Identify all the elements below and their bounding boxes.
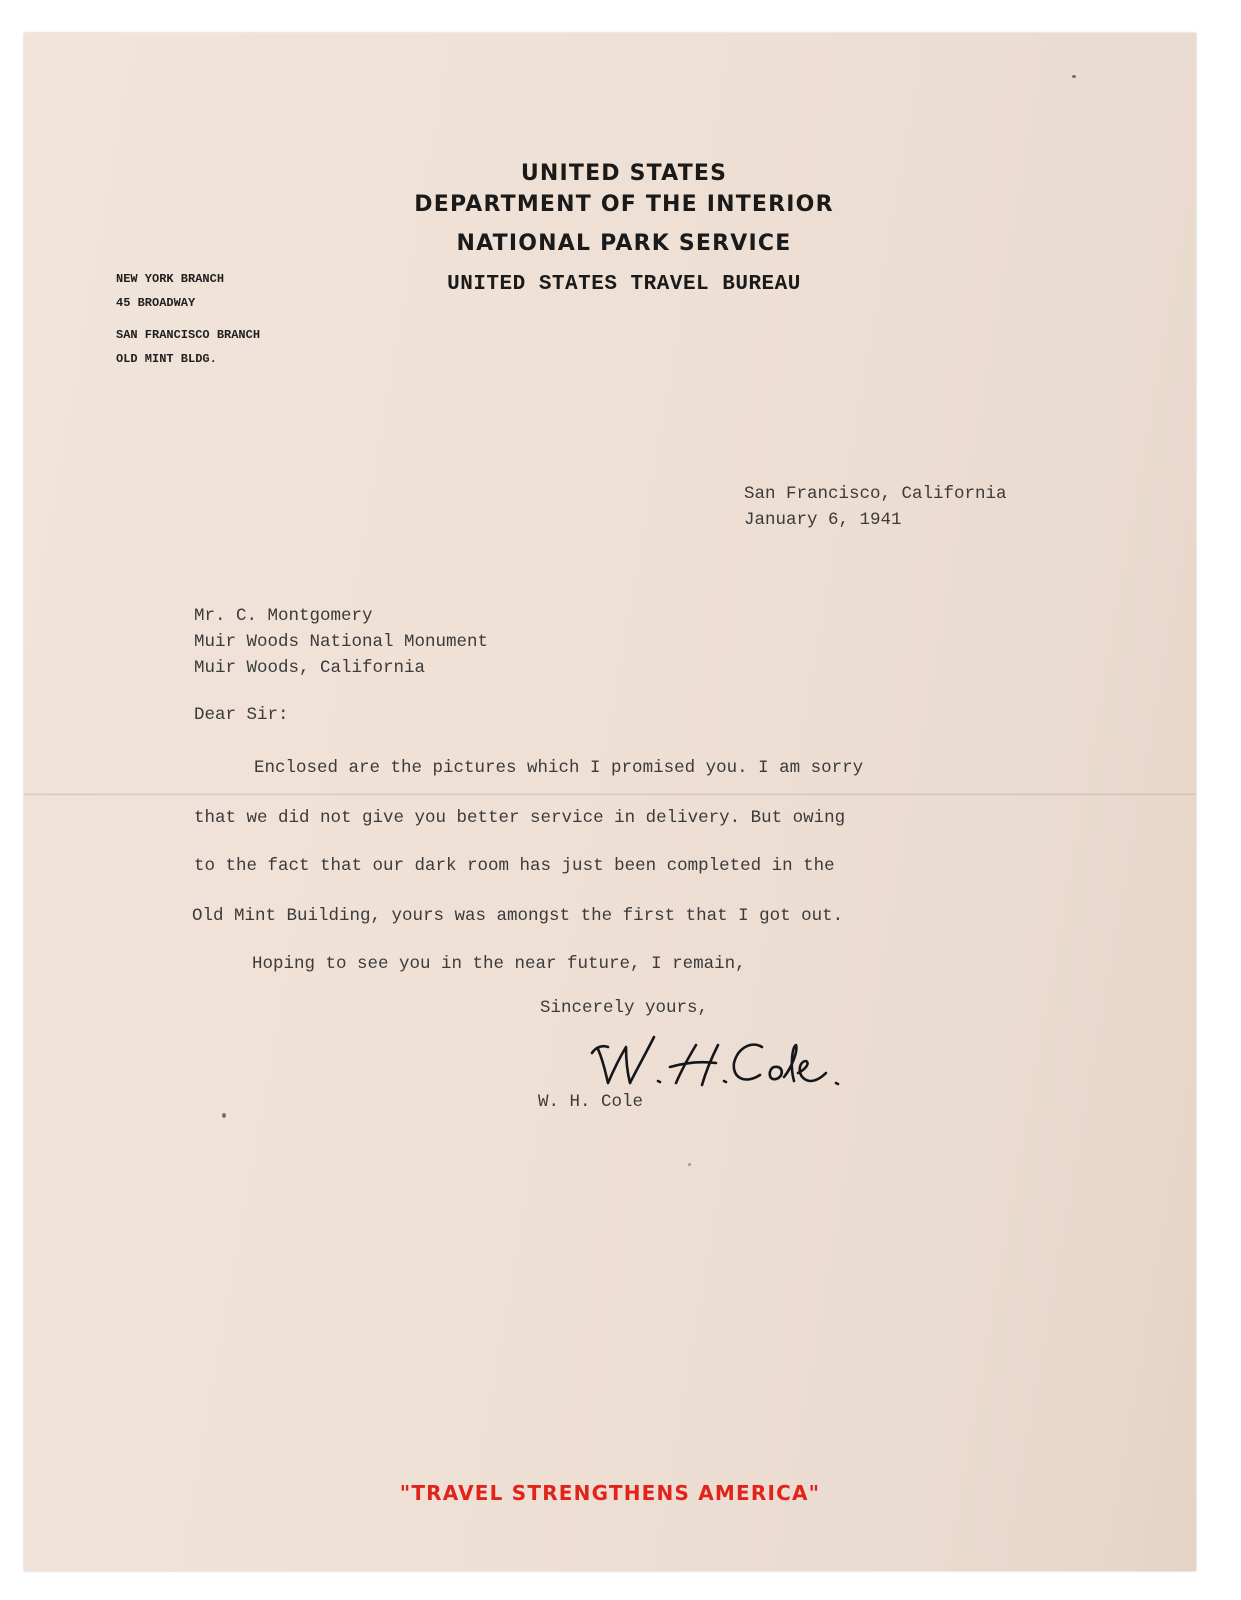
slogan: "TRAVEL STRENGTHENS AMERICA" (399, 1481, 821, 1505)
branch-sf-address: OLD MINT BLDG. (116, 352, 217, 366)
letterhead-line-3: NATIONAL PARK SERVICE (456, 231, 792, 256)
paper-speck (1072, 75, 1076, 78)
recipient-name: Mr. C. Montgomery (194, 606, 373, 626)
handwritten-signature (584, 1023, 854, 1093)
branch-ny-name: NEW YORK BRANCH (116, 272, 225, 286)
typed-signer-name: W. H. Cole (538, 1092, 644, 1112)
letterhead-bureau: UNITED STATES TRAVEL BUREAU (447, 273, 801, 296)
recipient-location: Muir Woods, California (194, 658, 426, 678)
body-line: that we did not give you better service in delivery. But owing (194, 808, 846, 828)
letter-sheet (24, 33, 1196, 1571)
recipient-address (194, 603, 488, 681)
branch-ny-address: 45 BROADWAY (116, 296, 196, 310)
body-line: Hoping to see you in the near future, I remain, (252, 954, 746, 974)
paper-fold (24, 793, 1196, 796)
letter-place: San Francisco, California (744, 484, 1007, 504)
letterhead (394, 158, 854, 296)
letter-date: January 6, 1941 (744, 510, 902, 530)
body-line: Old Mint Building, yours was amongst the first that I got out. (192, 906, 844, 926)
place-date-block (744, 481, 1007, 533)
salutation: Dear Sir: (194, 705, 289, 725)
letterhead-line-1: UNITED STATES (520, 161, 728, 186)
recipient-org: Muir Woods National Monument (194, 632, 489, 652)
body-line: Enclosed are the pictures which I promised you. I am sorry (254, 758, 864, 778)
paper-speck (688, 1163, 691, 1166)
letterhead-line-2: DEPARTMENT OF THE INTERIOR (414, 192, 834, 217)
paper-speck (222, 1113, 226, 1118)
closing: Sincerely yours, (540, 998, 709, 1018)
branch-addresses (116, 267, 260, 371)
body-line: to the fact that our dark room has just been completed in the (194, 856, 835, 876)
branch-sf-name: SAN FRANCISCO BRANCH (116, 328, 261, 342)
